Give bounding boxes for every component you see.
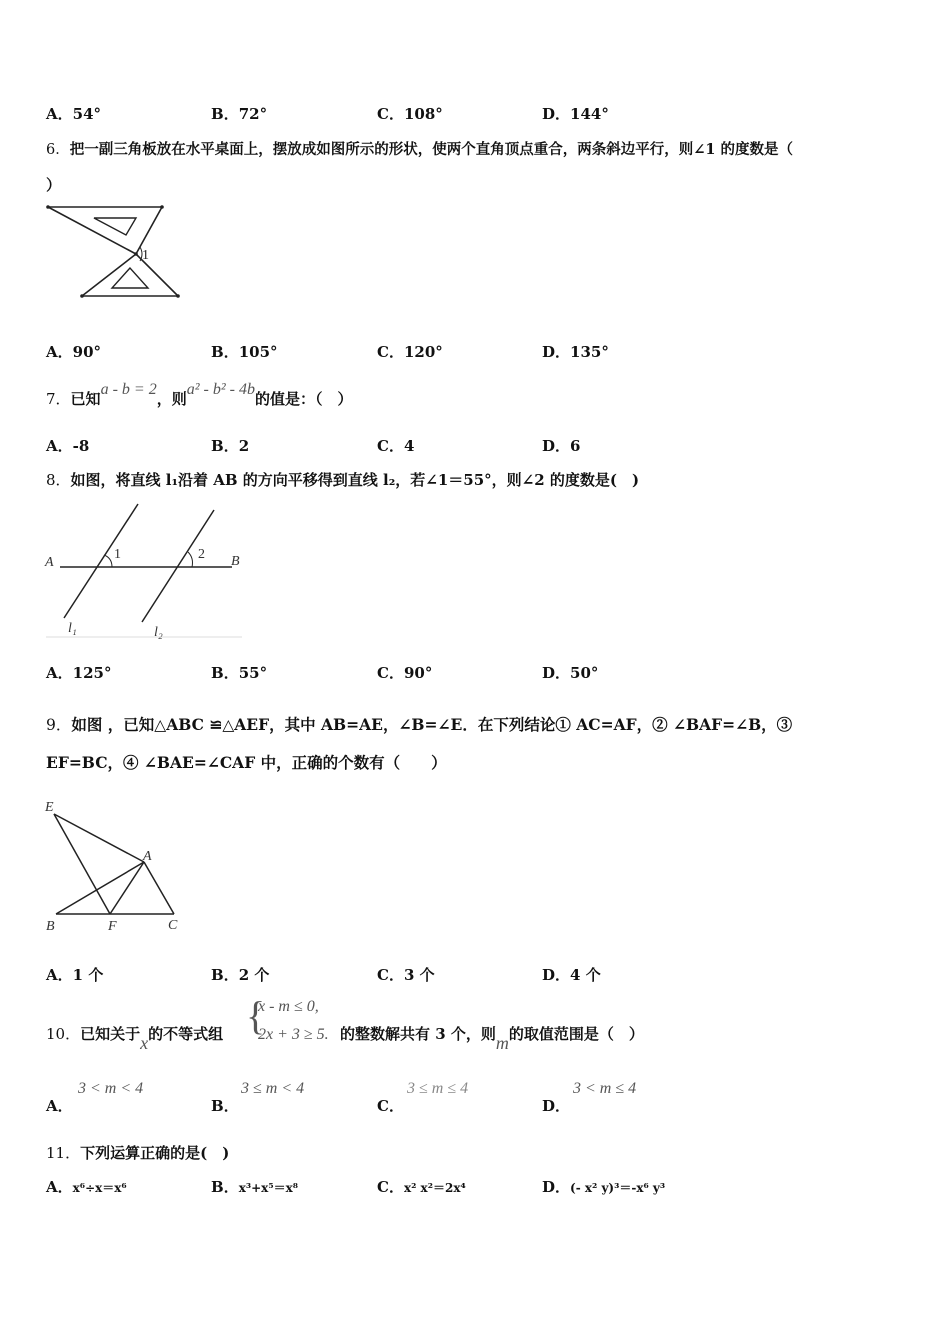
q9-label-e: E xyxy=(45,800,54,815)
q8-label-a: A xyxy=(45,555,54,570)
q9-segment-fa xyxy=(110,862,144,914)
q6-angle-label: 1 xyxy=(142,248,149,263)
q6-lower-left xyxy=(82,254,136,296)
q10-option-c: C． xyxy=(377,1097,404,1115)
q7-stem: 7．已知a - b = 2，则a² - b² - 4b的值是：（ ） xyxy=(46,381,353,408)
q7-option-a: A．-8 xyxy=(46,437,90,455)
q6-figure xyxy=(44,202,184,302)
q10-option-b-math: 3 ≤ m < 4 xyxy=(241,1080,305,1097)
q7-math-2: a² - b² - 4b xyxy=(186,381,255,398)
q8-label-l2: l₂ xyxy=(154,625,163,640)
q6-option-c: C．120° xyxy=(377,343,443,361)
q11-option-d: D．(- x² y)³＝-x⁶ y³ xyxy=(542,1178,666,1196)
q9-stem-line2: EF=BC，④ ∠BAE=∠CAF 中，正确的个数有（ ） xyxy=(46,753,447,772)
q10-option-d-math: 3 < m ≤ 4 xyxy=(573,1080,637,1097)
q11-option-b: B．x³+x⁵＝x⁸ xyxy=(211,1178,298,1196)
q11-option-c: C．x² x²＝2x⁴ xyxy=(377,1178,466,1196)
q6-stem: 6．把一副三角板放在水平桌面上，摆放成如图所示的形状，使两个直角顶点重合，两条斜边平行，则∠1 的度数是（ xyxy=(46,141,794,158)
q8-label-b: B xyxy=(231,554,240,569)
q10-system-line1: x - m ≤ 0, xyxy=(258,998,319,1015)
q9-label-f: F xyxy=(108,919,117,934)
q10-system-brace: { xyxy=(246,993,266,1038)
q8-line-l1 xyxy=(64,504,138,618)
q9-option-a: A．1 个 xyxy=(46,966,104,984)
q11-stem: 11．下列运算正确的是( ) xyxy=(46,1144,230,1162)
q10-system-line2: 2x + 3 ≥ 5. xyxy=(258,1026,329,1043)
q6-diag-left xyxy=(48,207,136,254)
q8-label-angle1: 1 xyxy=(114,547,121,562)
q5-option-a: A．54° xyxy=(46,105,102,123)
q9-label-b: B xyxy=(46,919,55,934)
q10-option-b: B． xyxy=(211,1097,239,1115)
q8-option-a: A．125° xyxy=(46,664,112,682)
q6-option-d: D．135° xyxy=(542,343,609,361)
q10-var-m: m xyxy=(495,1033,509,1053)
q7-math-1: a - b = 2 xyxy=(100,381,157,398)
q10-option-d: D． xyxy=(542,1097,571,1115)
q8-option-b: B．55° xyxy=(211,664,268,682)
q6-option-a: A．90° xyxy=(46,343,102,361)
q7-option-b: B．2 xyxy=(211,437,250,455)
q8-label-angle2: 2 xyxy=(198,547,205,562)
q5-option-c: C．108° xyxy=(377,105,443,123)
q11-option-a: A．x⁶÷x＝x⁶ xyxy=(46,1178,127,1196)
q8-label-l1: l₁ xyxy=(68,621,77,636)
q6-option-b: B．105° xyxy=(211,343,278,361)
q10-option-a: A． xyxy=(46,1097,73,1115)
q9-segment-ac xyxy=(144,862,174,914)
q8-option-c: C．90° xyxy=(377,664,433,682)
q10-option-a-math: 3 < m < 4 xyxy=(78,1080,144,1097)
q10-var-x: x xyxy=(140,1033,149,1053)
q9-figure xyxy=(42,796,192,938)
q6-stem-line2: ） xyxy=(46,176,62,194)
q9-label-a: A xyxy=(143,849,152,864)
q6-diag-right xyxy=(136,207,162,254)
q10-option-c-math: 3 ≤ m ≤ 4 xyxy=(407,1080,469,1097)
q5-option-d: D．144° xyxy=(542,105,609,123)
q9-option-d: D．4 个 xyxy=(542,966,601,984)
q10-stem-end: 的整数解共有 3 个，则m的取值范围是（ ） xyxy=(340,1025,644,1053)
q7-option-c: C．4 xyxy=(377,437,415,455)
q9-option-c: C．3 个 xyxy=(377,966,435,984)
q8-option-d: D．50° xyxy=(542,664,599,682)
q9-option-b: B．2 个 xyxy=(211,966,270,984)
q5-option-b: B．72° xyxy=(211,105,268,123)
q7-option-d: D．6 xyxy=(542,437,581,455)
q8-stem: 8．如图，将直线 l₁沿着 AB 的方向平移得到直线 l₂，若∠1＝55°，则∠2 的度数是( ) xyxy=(46,471,640,489)
q9-segment-ba xyxy=(56,862,144,914)
q9-label-c: C xyxy=(168,918,178,933)
q8-figure xyxy=(42,500,247,645)
q9-stem: 9．如图 ，已知△ABC ≌△AEF，其中 AB=AE，∠B=∠E．在下列结论① AC=AF，② ∠BAF=∠B，③ xyxy=(46,715,793,734)
q8-line-l2 xyxy=(142,510,214,622)
q10-stem-start: 10．已知关于x的不等式组 xyxy=(46,1025,224,1053)
